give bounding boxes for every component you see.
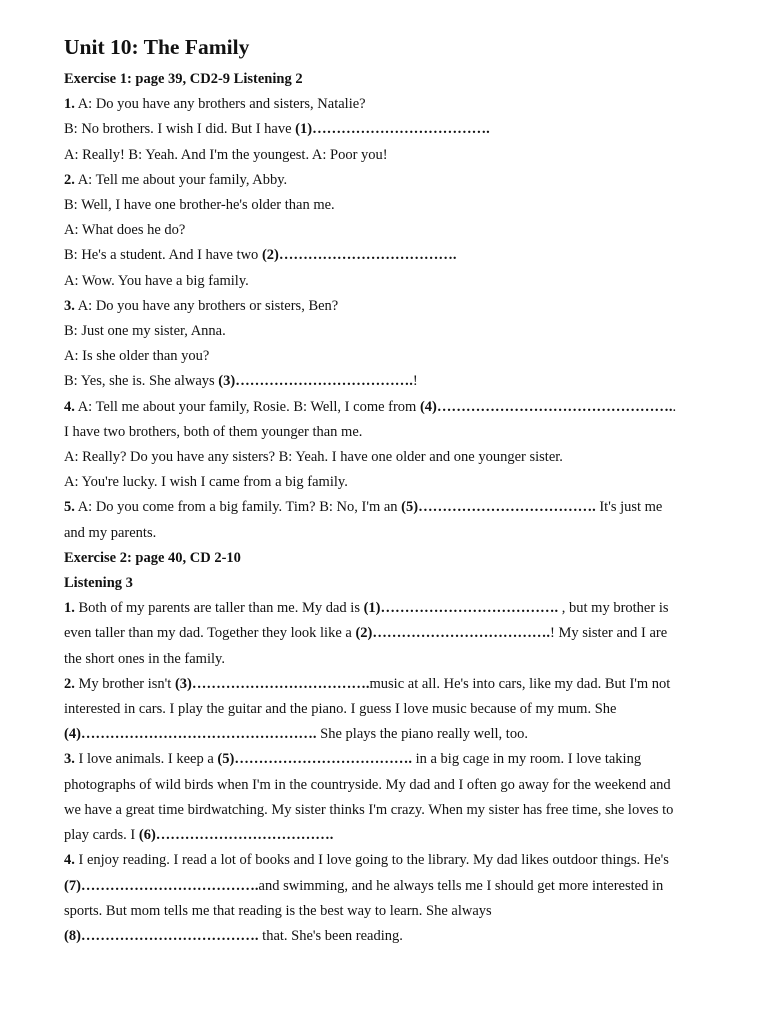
line-text: A: Wow. You have a big family. bbox=[64, 272, 249, 289]
item-number: 5. bbox=[64, 499, 75, 516]
line-text: A: Do you have any brothers or sisters, Ben? bbox=[74, 297, 339, 314]
answer-blank: (4)…………………………………………. bbox=[64, 726, 317, 743]
text-line bbox=[64, 874, 720, 899]
text-line bbox=[64, 899, 720, 924]
text-line bbox=[64, 596, 720, 621]
line-text: I enjoy reading. I read a lot of books and I love going to the library. My dad likes outdoor things. He's bbox=[74, 852, 669, 869]
section-heading bbox=[64, 571, 720, 596]
item-number: 2. bbox=[64, 675, 75, 692]
line-text: that. She's been reading. bbox=[258, 927, 403, 944]
text-line bbox=[64, 848, 720, 873]
item-number: 1. bbox=[64, 96, 75, 113]
document-page bbox=[64, 34, 720, 949]
line-text: I have two brothers, both of them younger than me. bbox=[64, 423, 363, 440]
line-text: A: Tell me about your family, Abby. bbox=[74, 171, 288, 188]
line-text: the short ones in the family. bbox=[64, 650, 225, 667]
text-line bbox=[64, 193, 720, 218]
line-text: I love animals. I keep a bbox=[74, 751, 218, 768]
line-text: She plays the piano really well, too. bbox=[316, 726, 528, 743]
answer-blank: (2)………………………………. bbox=[261, 247, 457, 264]
page-title: Unit 10: The Family bbox=[64, 35, 250, 59]
line-text: interested in cars. I play the guitar and the piano. I guess I love music because of my mum. She bbox=[64, 701, 617, 718]
text-line bbox=[64, 168, 720, 193]
text-line bbox=[64, 621, 720, 646]
line-text: even taller than my dad. Together they look like a bbox=[64, 625, 356, 642]
text-line bbox=[64, 773, 720, 798]
line-text: B: Yes, she is. She always bbox=[64, 373, 219, 390]
line-text: in a big cage in my room. I love taking bbox=[411, 751, 642, 768]
text-line bbox=[64, 747, 720, 772]
item-number: 4. bbox=[64, 852, 75, 869]
line-text: A: You're lucky. I wish I came from a big family. bbox=[64, 474, 348, 491]
answer-blank: (2)………………………………. bbox=[355, 625, 550, 642]
line-text: we have a great time birdwatching. My sister thinks I'm crazy. When my sister has free time, she loves to bbox=[64, 801, 674, 818]
text-line bbox=[64, 798, 720, 823]
answer-blank: (3)………………………………. bbox=[174, 675, 370, 692]
text-line bbox=[64, 243, 720, 268]
item-number: 2. bbox=[64, 171, 75, 188]
text-line bbox=[64, 117, 720, 142]
text-line bbox=[64, 420, 720, 445]
line-text: photographs of wild birds when I'm in the countryside. My dad and I often go away for the weekend and bbox=[64, 776, 671, 793]
answer-blank: (3)………………………………. bbox=[218, 373, 413, 390]
text-line bbox=[64, 823, 720, 848]
text-line bbox=[64, 218, 720, 243]
answer-blank: (1)………………………………. bbox=[363, 600, 559, 617]
line-text: and my parents. bbox=[64, 524, 157, 541]
text-line bbox=[64, 495, 720, 520]
line-text: A: What does he do? bbox=[64, 222, 186, 239]
line-text: music at all. He's into cars, like my dad. But I'm not bbox=[369, 675, 671, 692]
heading-text: Exercise 1: page 39, CD2-9 Listening 2 bbox=[64, 71, 303, 87]
text-line bbox=[64, 395, 720, 420]
line-text: B: He's a student. And I have two bbox=[64, 247, 262, 264]
answer-blank: (6)………………………………. bbox=[138, 827, 334, 844]
text-line bbox=[64, 445, 720, 470]
answer-blank: (5)………………………………. bbox=[217, 751, 412, 768]
line-text: A: Do you come from a big family. Tim? B: No, I'm an bbox=[74, 499, 402, 516]
answer-blank: (5)………………………………. bbox=[401, 499, 596, 516]
item-number: 3. bbox=[64, 297, 75, 314]
line-text: Both of my parents are taller than me. My dad is bbox=[74, 600, 364, 617]
heading-text: Exercise 2: page 40, CD 2-10 bbox=[64, 549, 241, 566]
answer-blank: (4)…………………………………………. bbox=[419, 398, 673, 415]
line-text: B: Well, I have one brother-he's older than me. bbox=[64, 197, 335, 214]
item-number: 1. bbox=[64, 600, 75, 617]
line-text: A: Really! B: Yeah. And I'm the youngest. A: Poor you! bbox=[64, 146, 388, 163]
line-text: play cards. I bbox=[64, 827, 139, 844]
text-line bbox=[64, 647, 720, 672]
text-line bbox=[64, 521, 720, 546]
line-text: . bbox=[672, 398, 677, 415]
text-line bbox=[64, 672, 720, 697]
item-number: 3. bbox=[64, 751, 75, 768]
line-text: A: Do you have any brothers and sisters, Natalie? bbox=[74, 96, 366, 113]
line-text: and swimming, and he always tells me I should get more interested in bbox=[258, 877, 664, 894]
item-number: 4. bbox=[64, 398, 75, 415]
line-text: A: Really? Do you have any sisters? B: Yeah. I have one older and one younger sister. bbox=[64, 449, 563, 466]
line-text: ! bbox=[412, 373, 418, 390]
text-line bbox=[64, 269, 720, 294]
line-text: ! My sister and I are bbox=[550, 625, 668, 642]
text-line bbox=[64, 92, 720, 117]
document-body bbox=[64, 67, 720, 949]
text-line bbox=[64, 722, 720, 747]
line-text: A: Tell me about your family, Rosie. B: Well, I come from bbox=[74, 398, 420, 415]
line-text: A: Is she older than you? bbox=[64, 348, 210, 365]
answer-blank: (1)………………………………. bbox=[295, 121, 490, 138]
text-line bbox=[64, 697, 720, 722]
answer-blank: (8)………………………………. bbox=[64, 927, 259, 944]
text-line bbox=[64, 470, 720, 495]
text-line bbox=[64, 369, 720, 394]
section-heading bbox=[64, 546, 720, 571]
answer-blank: (7)………………………………. bbox=[64, 877, 259, 894]
text-line bbox=[64, 924, 720, 949]
line-text: sports. But mom tells me that reading is the best way to learn. She always bbox=[64, 902, 492, 919]
text-line bbox=[64, 319, 720, 344]
line-text: B: No brothers. I wish I did. But I have bbox=[64, 121, 296, 138]
line-text: My brother isn't bbox=[74, 675, 175, 692]
text-line bbox=[64, 344, 720, 369]
text-line bbox=[64, 143, 720, 168]
line-text: , but my brother is bbox=[558, 600, 669, 617]
line-text: It's just me bbox=[595, 499, 663, 516]
text-line bbox=[64, 294, 720, 319]
heading-text: Listening 3 bbox=[64, 575, 133, 592]
section-heading bbox=[64, 67, 720, 92]
line-text: B: Just one my sister, Anna. bbox=[64, 323, 226, 340]
